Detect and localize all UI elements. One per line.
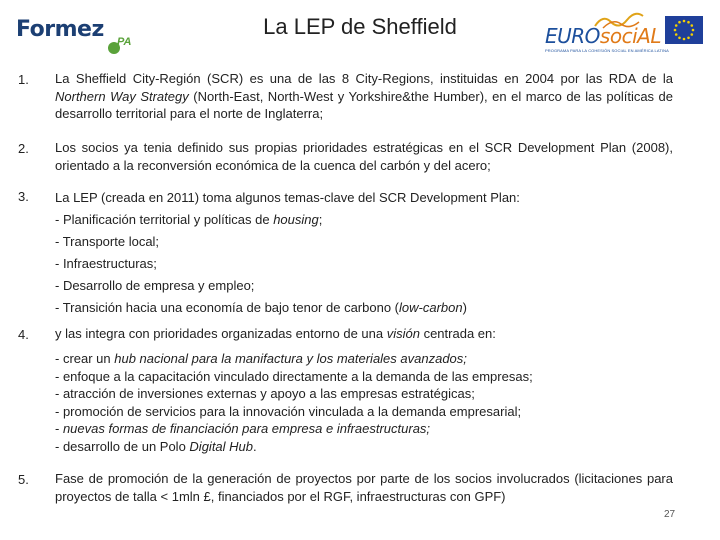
formez-logo-suffix: PA [117,36,132,48]
item-subpoint [55,420,673,438]
page-title: La LEP de Sheffield [263,14,457,39]
subpoint-italic: Digital Hub [189,438,254,454]
eurosocial-brand [545,24,661,48]
item-text-part: (North-East, North-West y Yorkshire&the Humber), en el marco de las políticas de desarrollo territorial para el norte de Inglaterra; [55,88,674,121]
item-text-italic: Northern Way Strategy [55,88,189,104]
item-number: 5. [18,472,29,487]
item-number: 4. [18,327,29,342]
item-subpoint: - enfoque a la capacitación vinculado directamente a la demanda de las empresas; [55,368,533,384]
subpoint-text: ; [318,212,323,227]
item-subpoint [55,350,673,368]
item-subpoint [55,297,673,319]
item-subpoint: - atracción de inversiones externas y apoyo a las empresas estratégicas; [55,386,475,401]
item-subpoint: - Desarrollo de empresa y empleo; [55,278,255,293]
subpoint-text: . [253,438,257,454]
item-text-part: La Sheffield City-Región (SCR) es una de las 8 City-Regions, instituidas en 2004 por las RDA de la [55,71,673,86]
item-number: 3. [18,189,29,204]
item-text: Fase de promoción de la generación de proyectos por parte de los socios involucrados (licitaciones para proyectos de talla < 1mln £, financiados por el RGF, infraestructuras con GPF) [55,471,673,504]
subpoint-italic: nuevas formas de financiación para empresa e infraestructuras; [62,421,431,436]
subpoint-text: ) [462,300,467,315]
item-subpoint [55,209,673,231]
item-intro: La LEP (creada en 2011) toma algunos temas-clave del SCR Development Plan: [55,190,520,205]
intro-text: centrada en: [419,326,496,341]
page-number: 27 [664,509,676,520]
formez-logo-word: Formez [16,17,104,42]
eurosocial-logo [545,10,705,56]
item-subpoint: - Infraestructuras; [55,256,157,271]
item-number: 1. [18,72,29,87]
item-text [55,325,673,343]
subpoint-italic: low-carbon [399,300,463,315]
subpoint-text: - desarrollo de un Polo [55,438,190,454]
eurosocial-tagline: PROGRAMA PARA LA COHESIÓN SOCIAL EN AMÉRICA LATINA [545,48,669,53]
item-intro [55,325,673,343]
item-text: Los socios ya tenia definido sus propias prioridades estratégicas en el SCR Development Plan (2008), orientado a la reconversión económica de la cuenca del carbón y del acero; [55,140,673,173]
item-text [55,187,673,319]
item-subpoint [55,438,673,456]
eurosocial-brand-b: sociAL [599,24,661,48]
intro-italic: visión [386,326,420,341]
subpoint-italic: hub nacional para la manifactura y los materiales avanzados; [114,351,467,366]
item-subpoints [55,350,673,455]
subpoint-text: - Transición hacia una economía de bajo tenor de carbono ( [55,300,399,315]
item-subpoint: - promoción de servicios para la innovación vinculada a la demanda empresarial; [55,403,522,419]
item-subpoint: - Transporte local; [55,234,160,249]
eurosocial-brand-a: EURO [545,24,600,48]
subpoint-text: - crear un [55,351,115,366]
intro-text: y las integra con prioridades organizadas entorno de una [55,326,387,341]
item-number: 2. [18,141,29,156]
subpoint-italic: housing [273,212,319,227]
subpoint-text: - Planificación territorial y políticas de [55,212,274,227]
item-text [55,70,673,123]
subpoint-text: - [55,421,63,436]
eu-flag-icon [665,16,703,44]
